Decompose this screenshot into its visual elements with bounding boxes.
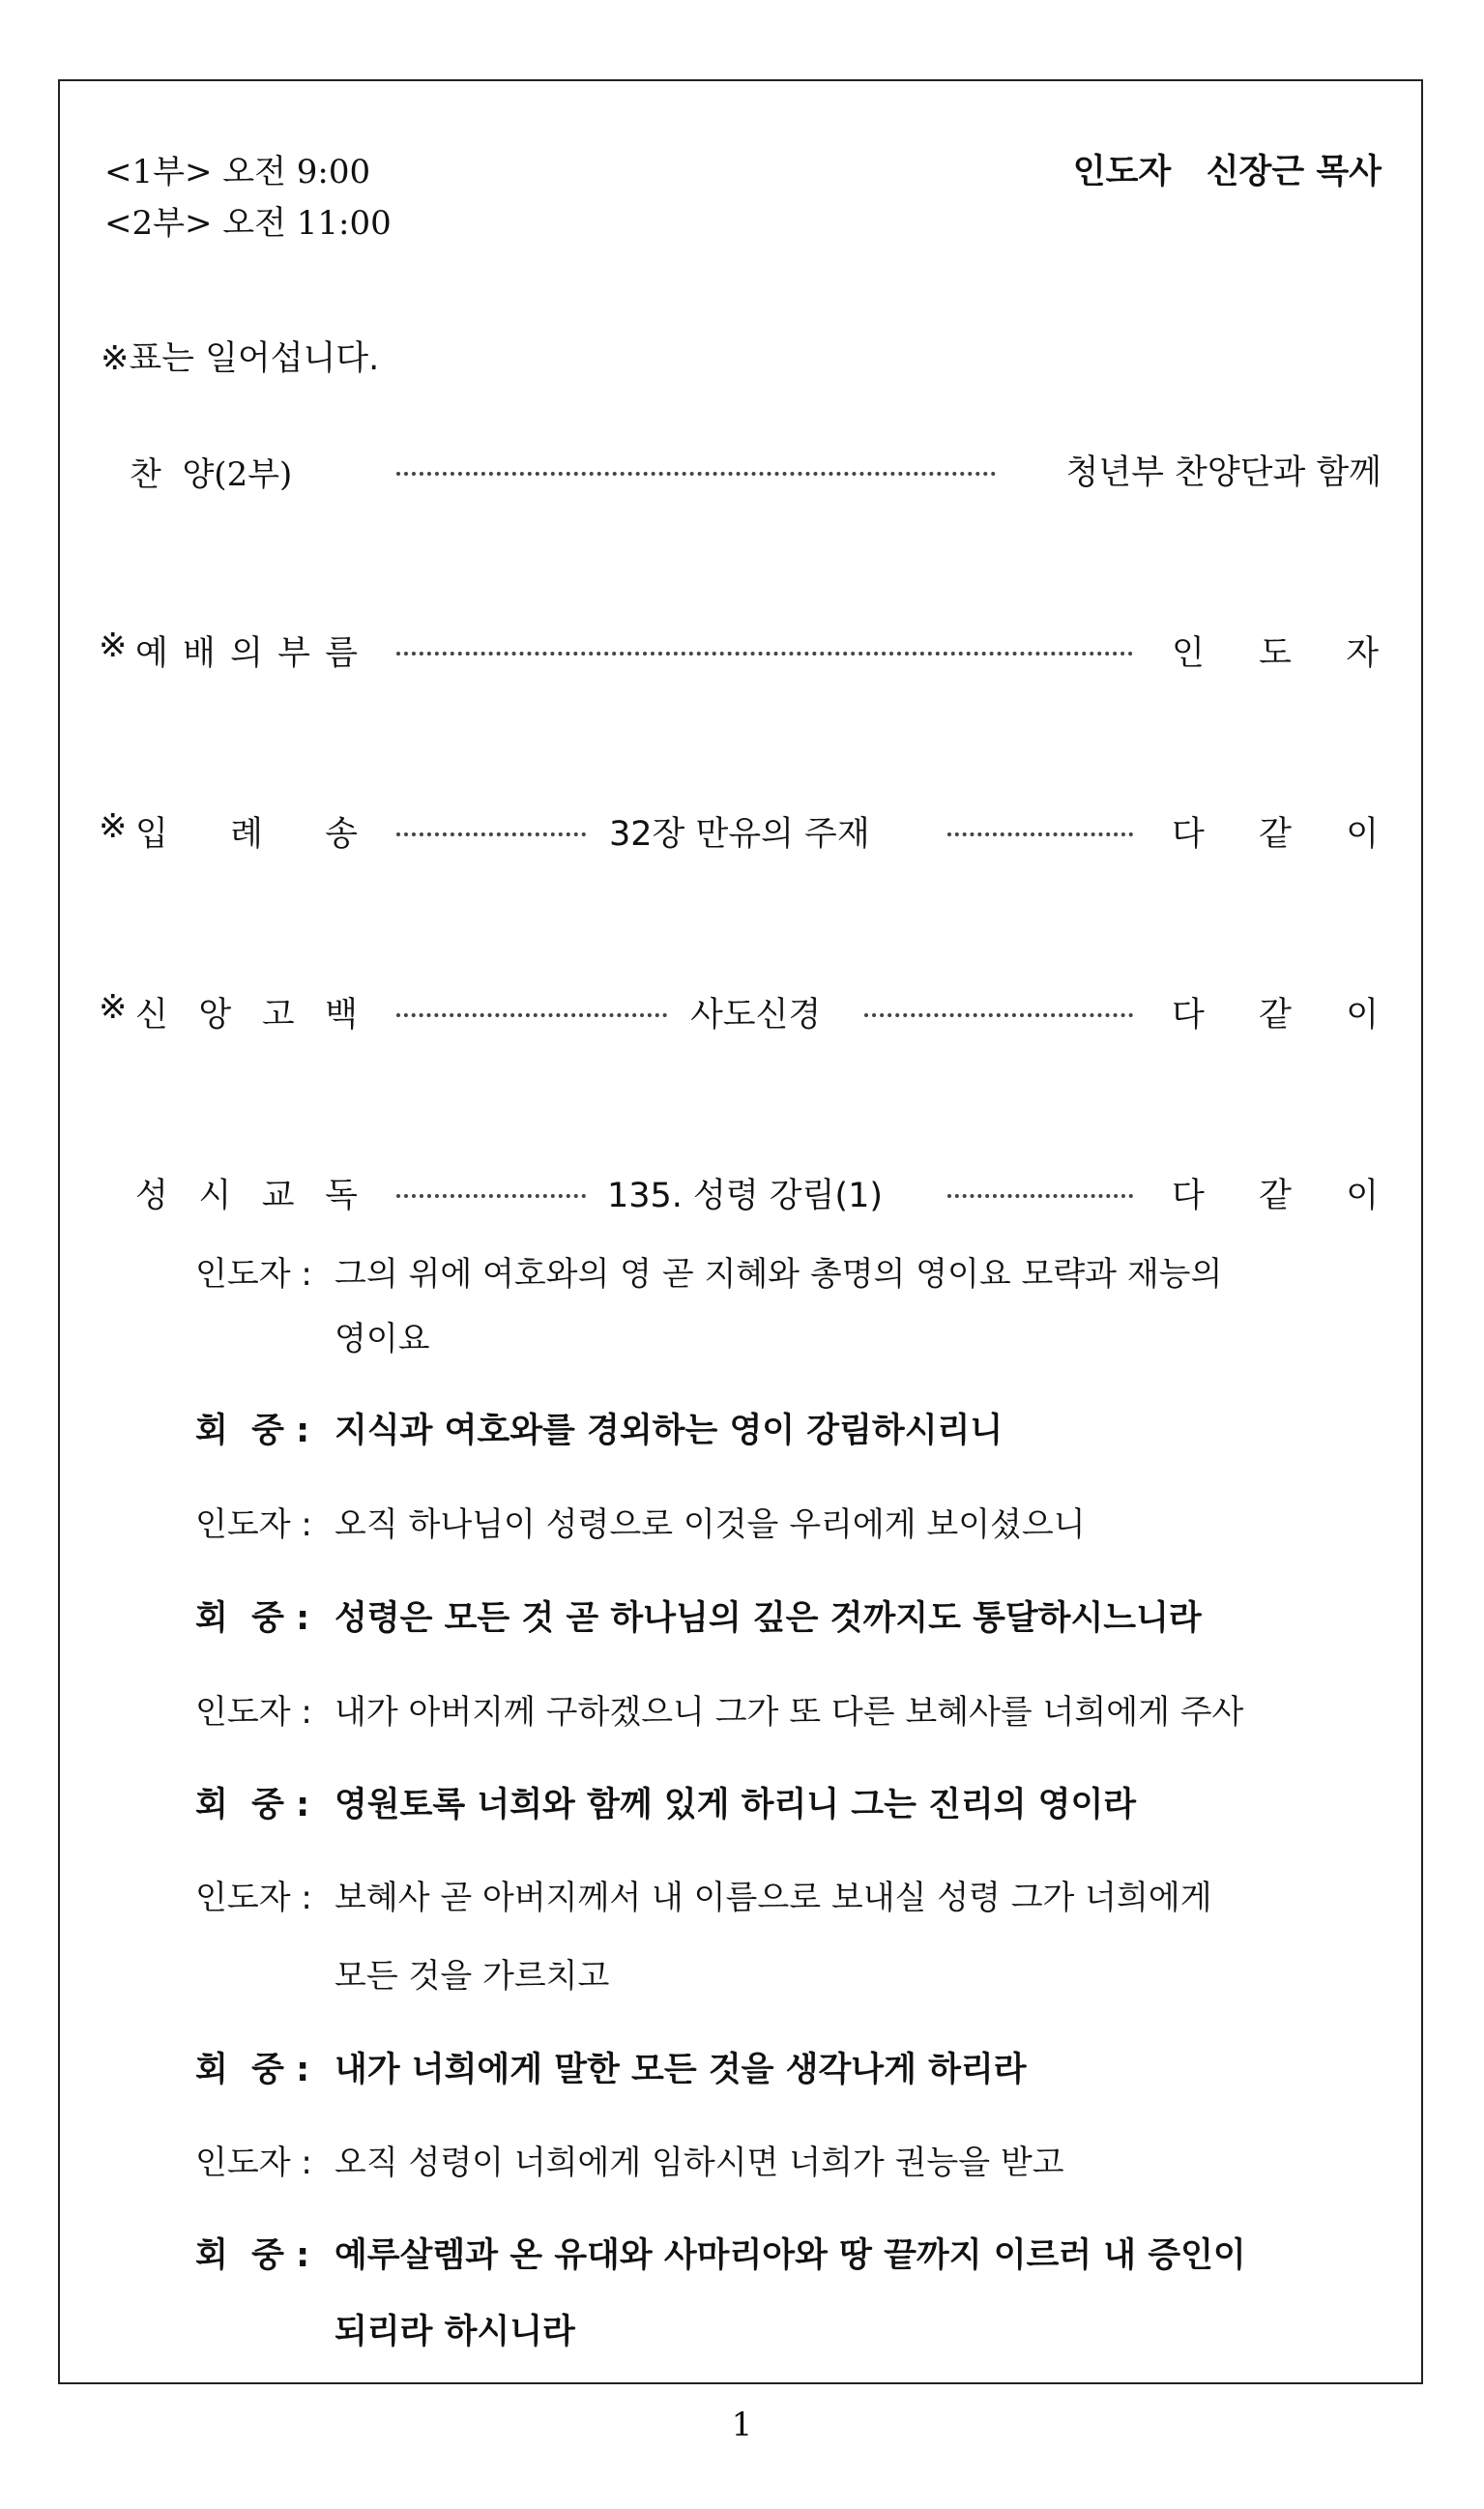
page-number: 1 [731, 2406, 753, 2444]
reading-speaker: 인도자 : [195, 1879, 312, 1917]
reading-speaker: 인도자 : [195, 1255, 312, 1294]
char: 다 [1172, 1177, 1205, 1215]
char: 백 [325, 996, 358, 1035]
reading-speaker: 회 중 : [195, 1412, 310, 1450]
char: 예 [135, 634, 168, 673]
order-title-responsive [135, 1169, 358, 1217]
char: 름 [325, 634, 358, 673]
order-title-praise: 찬 양(2부) [130, 455, 293, 494]
order-middle-responsive: 135. 성령 강림(1) [607, 1177, 883, 1215]
order-right-call [1172, 627, 1379, 675]
reading-line: 영원토록 너희와 함께 있게 하리니 그는 진리의 영이라 [335, 1786, 1137, 1824]
reading-line-cont: 모든 것을 가르치고 [335, 1957, 610, 1996]
reading-line: 내가 너희에게 말한 모든 것을 생각나게 하리라 [335, 2051, 1027, 2089]
char: 도 [1259, 634, 1292, 673]
char: 앙 [198, 996, 232, 1035]
char: 부 [277, 634, 310, 673]
order-right-responsive [1172, 1169, 1379, 1217]
char: 고 [261, 996, 295, 1035]
bulletin-frame [58, 79, 1423, 2384]
leader-dots [396, 1013, 667, 1017]
reading-line: 그의 위에 여호와의 영 곧 지혜와 총명의 영이요 모략과 재능의 [335, 1255, 1223, 1294]
order-title-call [135, 627, 358, 675]
reading-speaker: 회 중 : [195, 2236, 310, 2275]
leader-name: 인도자 신장근 목사 [1072, 153, 1382, 191]
char: 의 [230, 634, 263, 673]
order-title-creed [135, 988, 358, 1036]
char: 시 [198, 1177, 232, 1215]
standing-mark: ※ [99, 807, 128, 846]
reading-line: 지식과 여호와를 경외하는 영이 강림하시리니 [335, 1412, 1004, 1450]
reading-speaker: 회 중 : [195, 1599, 310, 1638]
standing-note: ※표는 일어섭니다. [101, 339, 380, 378]
char: 이 [1346, 1177, 1379, 1215]
order-right-praise: 청년부 찬양단과 함께 [1065, 453, 1382, 492]
char: 자 [1346, 634, 1379, 673]
service-time-2: <2부> 오전 11:00 [104, 204, 392, 243]
char: 이 [1346, 815, 1379, 854]
leader-dots [396, 832, 586, 836]
char: 신 [135, 996, 168, 1035]
leader-dots [396, 472, 996, 476]
char: 례 [230, 815, 263, 854]
char: 같 [1259, 815, 1292, 854]
reading-line: 보혜사 곧 아버지께서 내 이름으로 보내실 성령 그가 너희에게 [335, 1879, 1212, 1917]
standing-mark: ※ [99, 627, 128, 665]
service-time-1: <1부> 오전 9:00 [104, 153, 371, 191]
reading-line: 오직 하나님이 성령으로 이것을 우리에게 보이셨으니 [335, 1505, 1086, 1544]
char: 이 [1346, 996, 1379, 1035]
reading-line: 성령은 모든 것 곧 하나님의 깊은 것까지도 통달하시느니라 [335, 1599, 1202, 1638]
char: 같 [1259, 1177, 1292, 1215]
char: 인 [1172, 634, 1205, 673]
char: 같 [1259, 996, 1292, 1035]
reading-speaker: 인도자 : [195, 1505, 312, 1544]
char: 성 [135, 1177, 168, 1215]
leader-dots [396, 652, 1133, 656]
order-right-entrance [1172, 807, 1379, 856]
leader-dots [947, 832, 1133, 836]
leader-dots [396, 1194, 586, 1198]
order-right-creed [1172, 988, 1379, 1036]
char: 다 [1172, 996, 1205, 1035]
char: 다 [1172, 815, 1205, 854]
char: 교 [261, 1177, 295, 1215]
leader-dots [864, 1013, 1133, 1017]
char: 독 [325, 1177, 358, 1215]
char: 입 [135, 815, 168, 854]
standing-mark: ※ [99, 988, 128, 1027]
reading-line: 예루살렘과 온 유대와 사마리아와 땅 끝까지 이르러 내 증인이 [335, 2236, 1246, 2275]
char: 배 [183, 634, 216, 673]
order-title-entrance [135, 807, 358, 856]
leader-dots [947, 1194, 1133, 1198]
order-middle-creed: 사도신경 [690, 996, 822, 1035]
reading-speaker: 회 중 : [195, 1786, 310, 1824]
reading-line-cont: 되리라 하시니라 [335, 2313, 575, 2351]
order-middle-entrance: 32장 만유의 주재 [609, 815, 870, 854]
reading-line-cont: 영이요 [335, 1320, 430, 1358]
reading-speaker: 인도자 : [195, 2144, 312, 2182]
reading-line: 내가 아버지께 구하겠으니 그가 또 다른 보혜사를 너희에게 주사 [335, 1693, 1244, 1732]
char: 송 [325, 815, 358, 854]
reading-speaker: 인도자 : [195, 1693, 312, 1732]
reading-line: 오직 성령이 너희에게 임하시면 너희가 권능을 받고 [335, 2144, 1064, 2182]
reading-speaker: 회 중 : [195, 2051, 310, 2089]
